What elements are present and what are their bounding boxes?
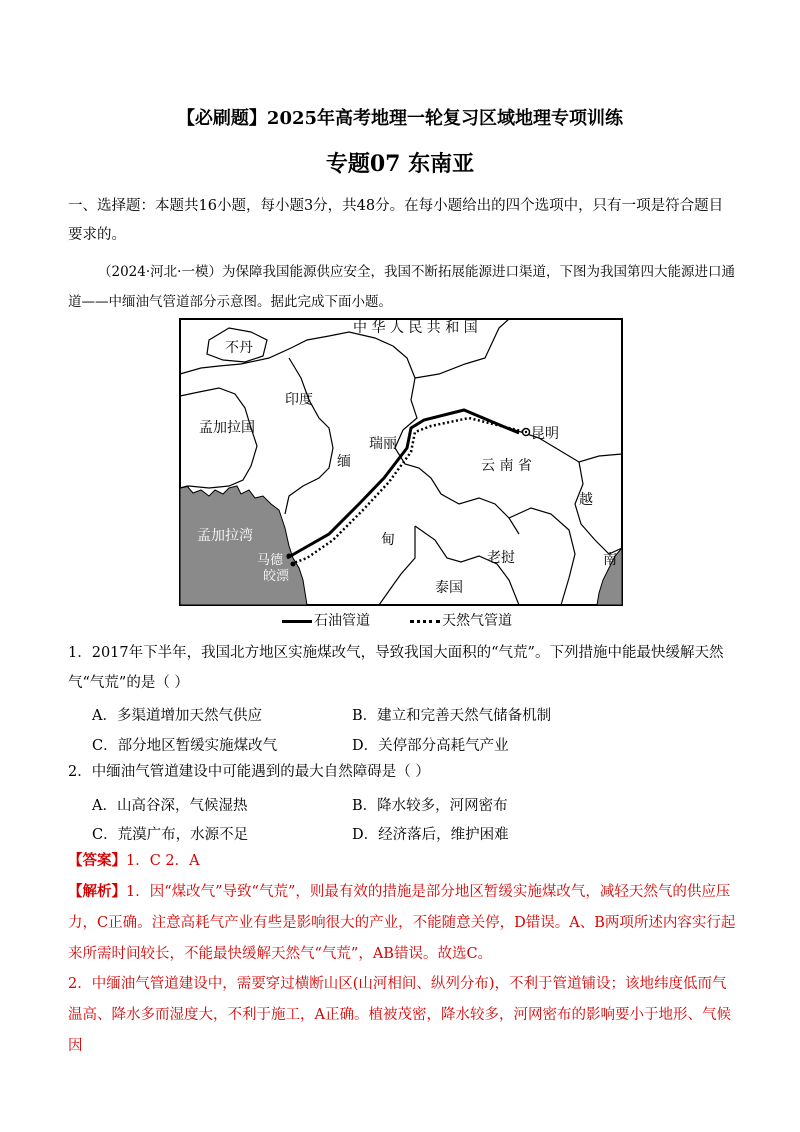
question-1-option-a: A．多渠道增加天然气供应 (92, 708, 262, 724)
label-vietnam-2: 南 (603, 552, 617, 568)
question-2-option-b: B．降水较多，河网密布 (352, 798, 508, 814)
label-yunnan: 云 南 省 (481, 458, 532, 474)
question-1-stem: 1．2017年下半年，我国北方地区实施煤改气，导致我国大面积的“气荒”。下列措施中能最快缓解天然气“气荒”的是（ ） (68, 645, 724, 691)
label-bay-of-bengal: 孟加拉湾 (197, 528, 253, 544)
legend-gas-label: 天然气管道 (442, 613, 512, 629)
label-thailand: 泰国 (435, 580, 463, 596)
question-2-option-c: C．荒漠广布，水源不足 (92, 827, 249, 843)
question-1-option-c: C．部分地区暂缓实施煤改气 (92, 738, 278, 754)
answer-line (68, 845, 736, 877)
analysis-paragraph-2: 2．中缅油气管道建设中，需要穿过横断山区(山河相间、纵列分布)，不利于管道铺设；该地纬度低而气温高、降水多而湿度大，不利于施工，A正确。植被茂密，降水较多，河网密布的影响要小于地形、气候因 (68, 976, 731, 1054)
question-2-stem: 2．中缅油气管道建设中可能遇到的最大自然障碍是（ ） (68, 764, 430, 780)
label-india: 印度 (285, 392, 313, 408)
label-myanmar-1: 缅 (337, 454, 351, 470)
pipeline-map (179, 318, 623, 606)
label-laos: 老挝 (487, 550, 515, 566)
label-vietnam-1: 越 (579, 492, 593, 508)
question-1-option-b: B．建立和完善天然气储备机制 (352, 708, 552, 724)
legend-gas-line (410, 620, 440, 623)
analysis-label: 【解析】 (68, 883, 126, 900)
section-instructions: 一、选择题：本题共16小题，每小题3分，共48分。在每小题给出的四个选项中，只有一项是符合题目要求的。 (68, 198, 724, 243)
label-china: 中 华 人 民 共 和 国 (353, 320, 478, 336)
label-bhutan: 不丹 (225, 340, 253, 356)
legend-oil-line (282, 620, 312, 623)
analysis-paragraph-1 (68, 876, 736, 970)
label-bangladesh: 孟加拉国 (199, 420, 255, 436)
label-kunming: 昆明 (531, 426, 559, 442)
document-title: 【必刷题】2025年高考地理一轮复习区域地理专项训练 (176, 108, 624, 129)
question-2-option-a: A．山高谷深，气候湿热 (92, 798, 248, 814)
question-intro: （2024·河北·一模）为保障我国能源供应安全，我国不断拓展能源进口渠道，下图为我国第四大能源进口通道——中缅油气管道部分示意图。据此完成下面小题。 (68, 264, 735, 310)
question-2-option-d: D．经济落后，维护困难 (352, 827, 509, 843)
question-1-option-d: D．关停部分高耗气产业 (352, 738, 509, 754)
kunming-marker-dot (525, 431, 527, 433)
answer-label: 【答案】 (68, 852, 126, 869)
made-marker (287, 554, 292, 559)
document-subtitle: 专题07 东南亚 (325, 151, 475, 177)
legend-oil-label: 石油管道 (314, 613, 370, 629)
label-ruili: 瑞丽 (369, 436, 397, 452)
answer-text: 1．C 2．A (126, 853, 200, 869)
map-legend (282, 610, 582, 632)
kyaukpyu-marker (291, 562, 296, 567)
label-kyaukpyu: 皎漂 (263, 569, 290, 584)
label-myanmar-2: 甸 (381, 532, 395, 548)
label-made: 马德 (257, 553, 284, 568)
analysis-text-1: 1．因“煤改气”导致“气荒”，则最有效的措施是部分地区暂缓实施煤改气，减轻天然气的供应压力，C正确。注意高耗气产业有些是影响很大的产业，不能随意关停，D错误。A、B两项所述内容实行起来所需时间较长，不能最快缓解天然气“气荒”，AB错误。故选C。 (68, 884, 736, 962)
